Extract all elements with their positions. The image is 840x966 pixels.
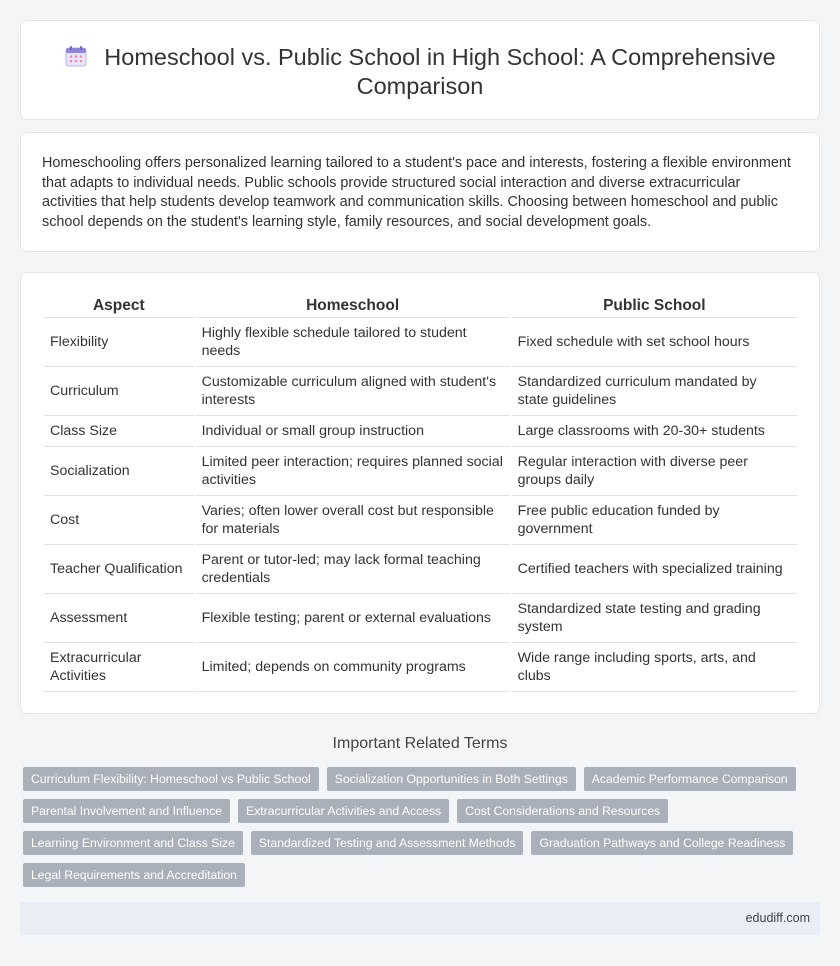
table-row <box>44 545 797 594</box>
header-public-school: Public School <box>512 296 797 318</box>
related-term-tag[interactable]: Learning Environment and Class Size <box>23 831 243 855</box>
aspect-cell: Flexibility <box>44 318 194 367</box>
public-school-cell: Certified teachers with specialized training <box>512 545 797 594</box>
page-title-text: Homeschool vs. Public School in High School: A Comprehensive Comparison <box>104 44 776 99</box>
table-row <box>44 594 797 643</box>
aspect-cell: Assessment <box>44 594 194 643</box>
homeschool-cell: Parent or tutor-led; may lack formal teaching credentials <box>196 545 510 594</box>
intro-paragraph: Homeschooling offers personalized learning tailored to a student's pace and interests, fostering a flexible environment that adapts to individual needs. Public schools provide structured social interaction and diverse extracurricular activities that help students develop teamwork and communication skills. Choosing between homeschool and public school depends on the student's learning style, family resources, and social development goals. <box>42 155 791 230</box>
header-aspect: Aspect <box>44 296 194 318</box>
header-card <box>20 20 820 120</box>
related-term-tag[interactable]: Standardized Testing and Assessment Methods <box>251 831 524 855</box>
homeschool-cell: Individual or small group instruction <box>196 416 510 447</box>
homeschool-cell: Limited; depends on community programs <box>196 643 510 692</box>
public-school-cell: Standardized state testing and grading system <box>512 594 797 643</box>
homeschool-cell: Highly flexible schedule tailored to student needs <box>196 318 510 367</box>
related-terms-tags <box>23 767 819 887</box>
homeschool-cell: Limited peer interaction; requires planned social activities <box>196 447 510 496</box>
public-school-cell: Wide range including sports, arts, and clubs <box>512 643 797 692</box>
header-homeschool: Homeschool <box>196 296 510 318</box>
aspect-cell: Extracurricular Activities <box>44 643 194 692</box>
aspect-cell: Teacher Qualification <box>44 545 194 594</box>
page-title <box>61 43 779 101</box>
related-term-tag[interactable]: Socialization Opportunities in Both Settings <box>327 767 576 791</box>
aspect-cell: Class Size <box>44 416 194 447</box>
public-school-cell: Standardized curriculum mandated by state guidelines <box>512 367 797 416</box>
table-header-row <box>44 296 797 318</box>
table-row <box>44 447 797 496</box>
homeschool-cell: Flexible testing; parent or external evaluations <box>196 594 510 643</box>
related-terms-title: Important Related Terms <box>332 735 508 752</box>
table-row <box>44 416 797 447</box>
table-row <box>44 496 797 545</box>
homeschool-cell: Customizable curriculum aligned with student's interests <box>196 367 510 416</box>
footer <box>20 902 820 935</box>
aspect-cell: Curriculum <box>44 367 194 416</box>
table-row <box>44 643 797 692</box>
related-term-tag[interactable]: Extracurricular Activities and Access <box>238 799 449 823</box>
related-term-tag[interactable]: Parental Involvement and Influence <box>23 799 230 823</box>
aspect-cell: Cost <box>44 496 194 545</box>
related-term-tag[interactable]: Curriculum Flexibility: Homeschool vs Public School <box>23 767 319 791</box>
homeschool-cell: Varies; often lower overall cost but responsible for materials <box>196 496 510 545</box>
title-wrap <box>61 43 779 101</box>
footer-site-link[interactable]: edudiff.com <box>745 911 810 925</box>
related-term-tag[interactable]: Graduation Pathways and College Readiness <box>531 831 793 855</box>
related-term-tag[interactable]: Legal Requirements and Accreditation <box>23 863 245 887</box>
comparison-table-card <box>20 272 820 714</box>
public-school-cell: Free public education funded by government <box>512 496 797 545</box>
comparison-table <box>42 296 799 692</box>
table-row <box>44 318 797 367</box>
public-school-cell: Large classrooms with 20-30+ students <box>512 416 797 447</box>
calendar-icon <box>64 44 88 68</box>
public-school-cell: Regular interaction with diverse peer groups daily <box>512 447 797 496</box>
aspect-cell: Socialization <box>44 447 194 496</box>
intro-card <box>20 132 820 252</box>
table-row <box>44 367 797 416</box>
related-term-tag[interactable]: Cost Considerations and Resources <box>457 799 668 823</box>
public-school-cell: Fixed schedule with set school hours <box>512 318 797 367</box>
related-term-tag[interactable]: Academic Performance Comparison <box>584 767 796 791</box>
